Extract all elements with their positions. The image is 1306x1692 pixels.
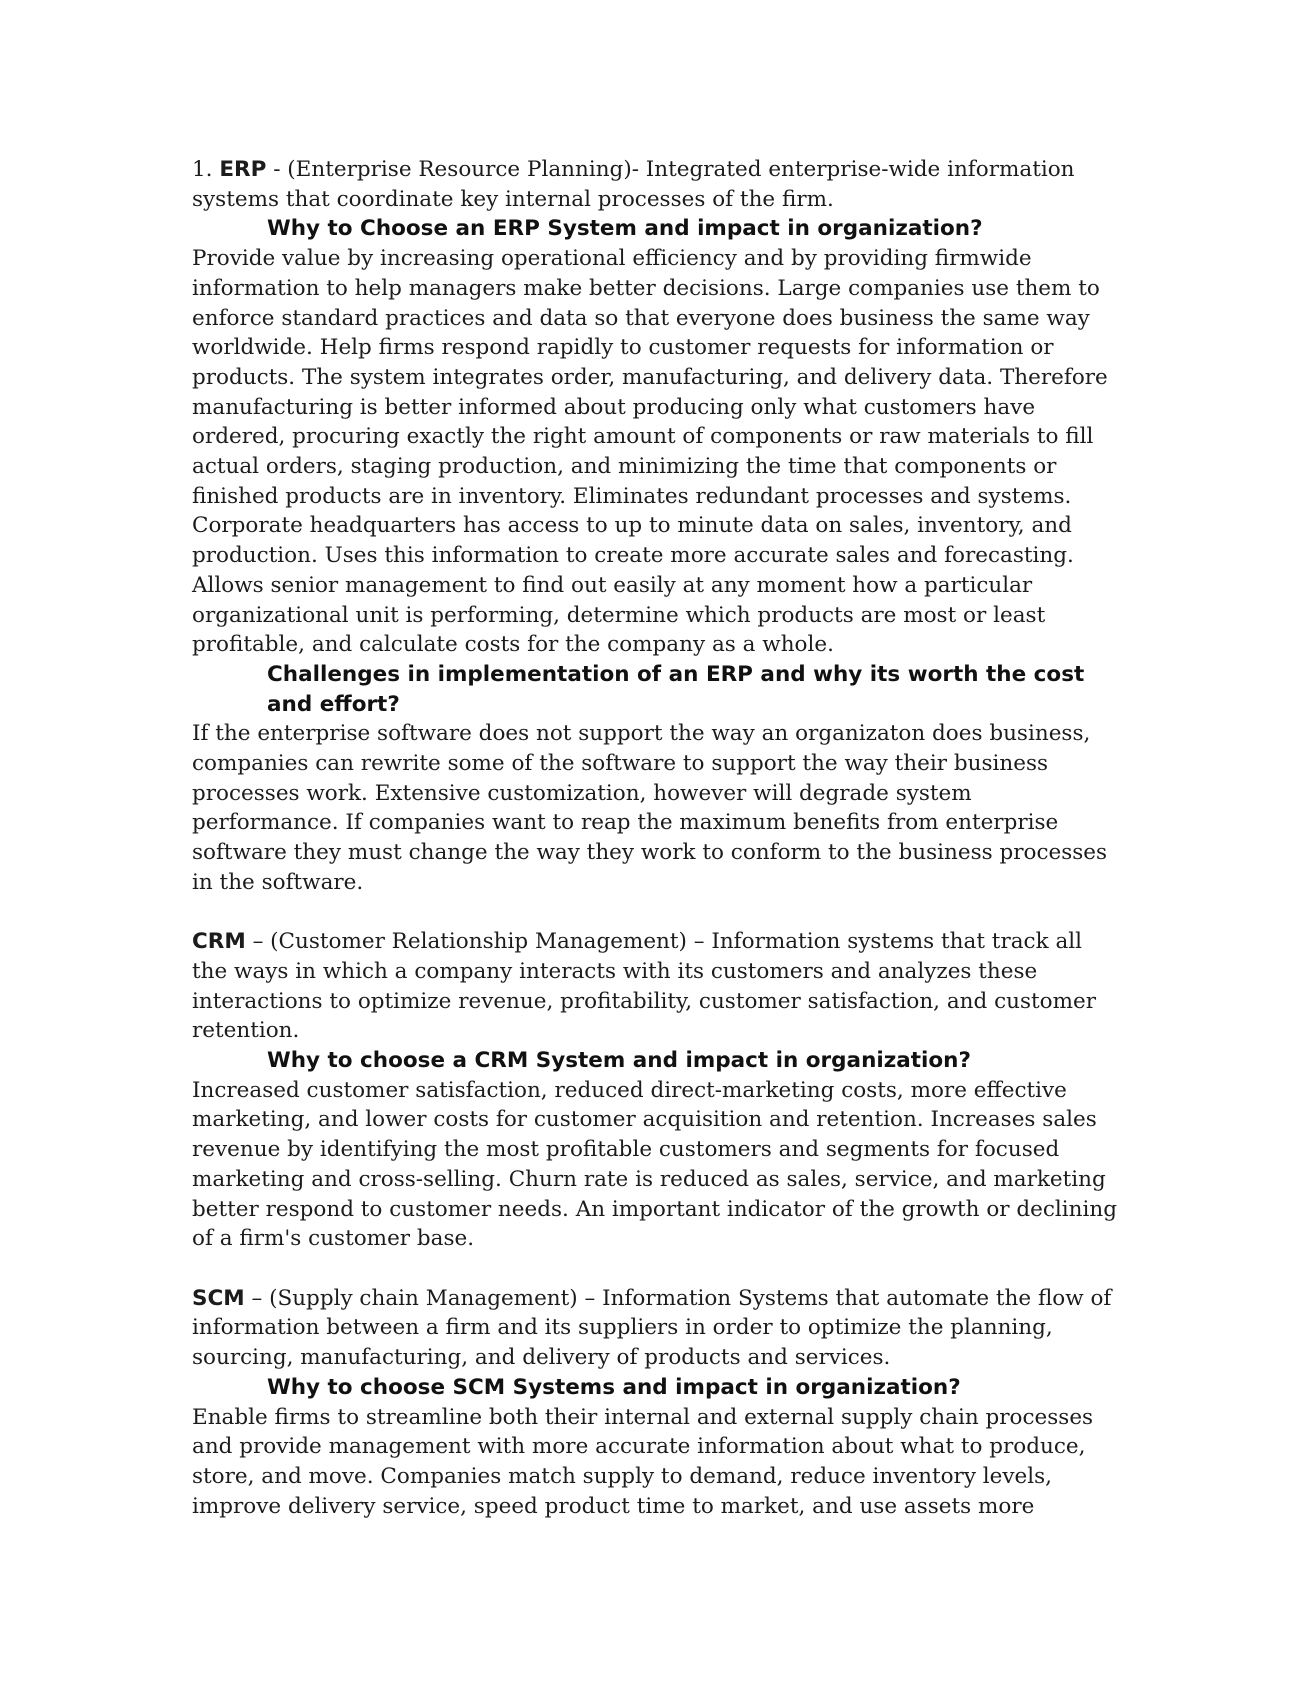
scm-definition-paragraph	[192, 1284, 1122, 1373]
erp-term: ERP	[219, 157, 267, 182]
erp-challenges-text: If the enterprise software does not support the way an organizaton does business, companies can rewrite some of the software to support the way their business processes work. Extensive customization, however will degrade system performance. If companies want to reap the maximum benefits from enterprise software they must change the way they work to conform to the business processes in the software.	[192, 721, 1108, 895]
document-page	[192, 155, 1122, 1521]
crm-why-text: Increased customer satisfaction, reduced direct-marketing costs, more effective marketing, and lower costs for customer acquisition and retention. Increases sales revenue by identifying the most profitable customers and segments for focused marketing and cross-selling. Churn rate is reduced as sales, service, and marketing better respond to customer needs. An important indicator of the growth or declining of a firm's customer base.	[192, 1077, 1118, 1252]
erp-why-text: Provide value by increasing operational efficiency and by providing firmwide information to help managers make better decisions. Large companies use them to enforce standard practices and data so that everyone does business the same way worldwide. Help firms respond rapidly to customer requests for information or products. The system integrates order, manufacturing, and delivery data. Therefore manufacturing is better informed about producing only what customers have ordered, procuring exactly the right amount of components or raw materials to fill actual orders, staging production, and minimizing the time that components or finished products are in inventory. Eliminates redundant processes and systems. Corporate headquarters has access to up to minute data on sales, inventory, and production. Uses this information to create more accurate sales and forecasting. Allows senior management to find out easily at any moment how a particular organizational unit is performing, determine which products are most or least profitable, and calculate costs for the company as a whole.	[192, 246, 1108, 658]
section-spacer	[192, 1254, 1122, 1284]
crm-why-heading: Why to choose a CRM System and impact in organization?	[267, 1048, 971, 1074]
crm-term: CRM	[192, 929, 246, 955]
crm-definition: – (Customer Relationship Management) – Information systems that track all the ways in which a company interacts with its customers and analyzes these interactions to optimize revenue, profitability, customer satisfaction, and customer retention.	[192, 929, 1096, 1044]
erp-why-heading: Why to Choose an ERP System and impact in organization?	[267, 216, 983, 242]
section-spacer	[192, 898, 1122, 928]
erp-number: 1.	[192, 157, 220, 182]
erp-definition: - (Enterprise Resource Planning)- Integrated enterprise-wide information systems that coordinate key internal processes of the firm.	[192, 157, 1075, 212]
crm-definition-paragraph	[192, 927, 1122, 1046]
scm-term: SCM	[192, 1285, 245, 1311]
scm-definition: – (Supply chain Management) – Information Systems that automate the flow of information between a firm and its suppliers in order to optimize the planning, sourcing, manufacturing, and delivery of products and services.	[192, 1285, 1112, 1371]
erp-challenges-heading: Challenges in implementation of an ERP and why its worth the cost and effort?	[267, 661, 1085, 717]
scm-why-text: Enable firms to streamline both their internal and external supply chain processes and provide management with more accurate information about what to produce, store, and move. Companies match supply to demand, reduce inventory levels, improve delivery service, speed product time to market, and use assets more	[192, 1404, 1094, 1519]
erp-definition-paragraph	[192, 155, 1122, 214]
scm-why-heading: Why to choose SCM Systems and impact in organization?	[267, 1374, 961, 1400]
